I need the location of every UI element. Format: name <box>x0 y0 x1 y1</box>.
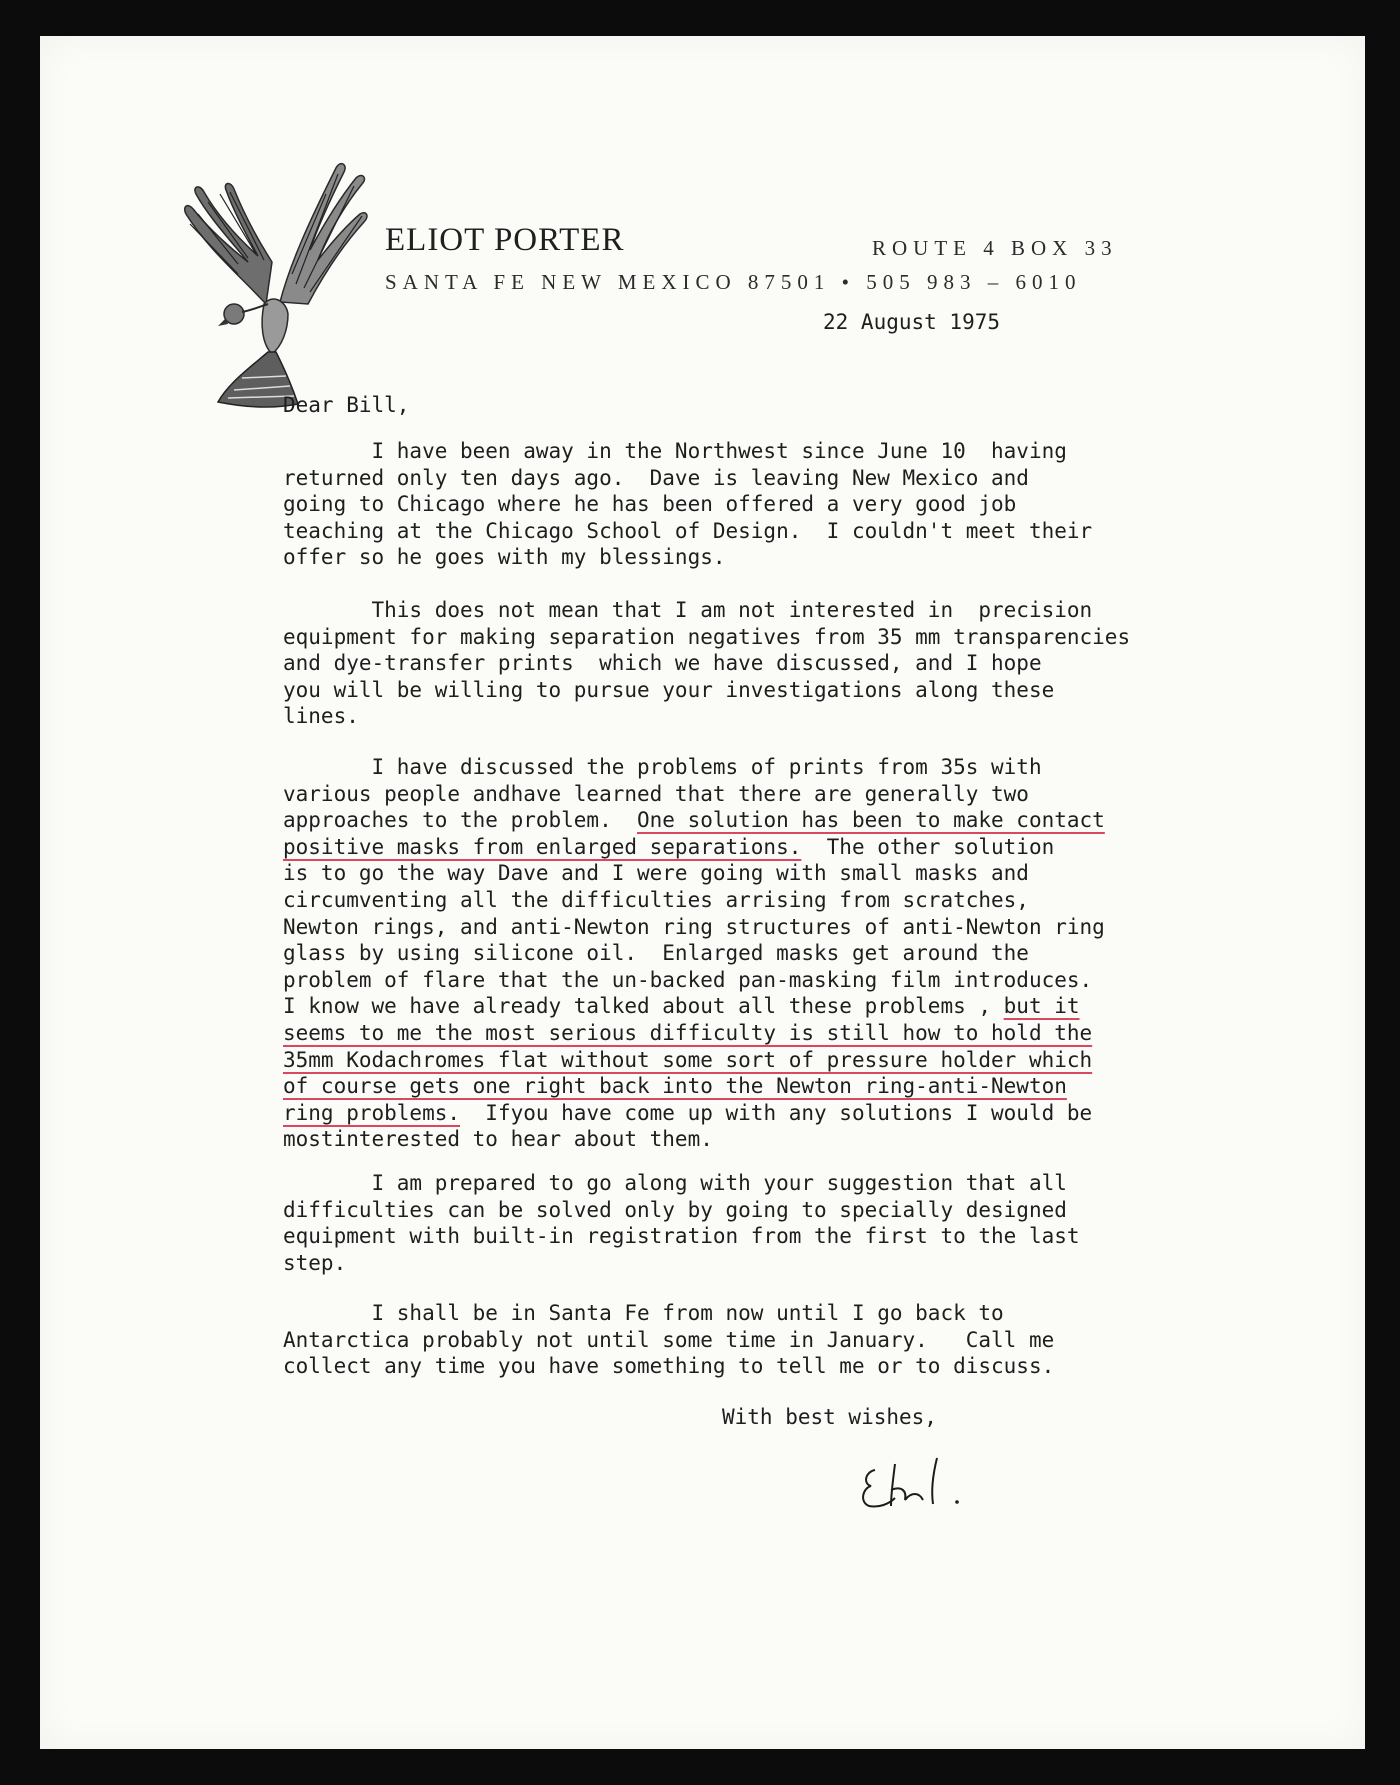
letterhead-address: ROUTE 4 BOX 33 <box>872 236 1118 260</box>
text-segment: Ifyou have come up with any solutions I would be <box>460 1100 1093 1125</box>
text-segment: collect any time you have something to tell me or to discuss. <box>283 1354 1055 1379</box>
text-line <box>283 1300 1054 1327</box>
text-segment: Newton rings, and anti-Newton ring structures of anti-Newton ring <box>283 914 1105 939</box>
text-line <box>283 807 1105 834</box>
text-line <box>283 1197 1080 1224</box>
hawk-icon <box>168 154 378 434</box>
text-line <box>283 1073 1105 1100</box>
letter-date: 22 August 1975 <box>823 310 1001 334</box>
text-segment: I am prepared to go along with your suggestion that all <box>283 1171 1067 1195</box>
text-line <box>283 1223 1080 1250</box>
text-segment: and dye-transfer prints which we have discussed, and I hope <box>283 651 1042 676</box>
body-paragraph <box>283 1170 1080 1276</box>
text-segment: I shall be in Santa Fe from now until I go back to <box>283 1301 1004 1325</box>
text-line <box>283 754 1105 781</box>
text-line <box>283 438 1092 465</box>
text-segment: step. <box>283 1250 347 1275</box>
text-segment: various people andhave learned that there are generally two <box>283 781 1029 806</box>
letterhead-city-phone: SANTA FE NEW MEXICO 87501 • 505 983 – 6010 <box>385 270 1082 294</box>
text-segment: approaches to the problem. <box>283 808 638 833</box>
text-line <box>283 887 1105 914</box>
text-line <box>283 518 1092 545</box>
text-line <box>283 677 1130 704</box>
text-segment: going to Chicago where he has been offered a very good job <box>283 492 1017 517</box>
text-segment: glass by using silicone oil. Enlarged masks get around the <box>283 941 1029 966</box>
underlined-text: ring problems. <box>283 1100 461 1125</box>
body-paragraph <box>283 597 1130 730</box>
text-segment: offer so he goes with my blessings. <box>283 545 726 570</box>
signature-icon <box>845 1450 995 1520</box>
letter-page <box>40 36 1365 1749</box>
text-segment: returned only ten days ago. Dave is leaving New Mexico and <box>283 465 1029 490</box>
text-segment: difficulties can be solved only by going to specially designed <box>283 1197 1067 1222</box>
text-line <box>283 1170 1080 1197</box>
text-segment: Antarctica probably not until some time in January. Call me <box>283 1327 1055 1352</box>
text-line <box>283 650 1130 677</box>
text-line <box>283 703 1130 730</box>
body-paragraph <box>283 1300 1054 1380</box>
text-segment: I have been away in the Northwest since June 10 having <box>283 439 1067 463</box>
text-segment: This does not mean that I am not interested in precision <box>283 598 1093 622</box>
text-segment: equipment with built-in registration from the first to the last <box>283 1224 1080 1249</box>
text-segment: I have discussed the problems of prints from 35s with <box>283 755 1042 779</box>
text-segment: is to go the way Dave and I were going with small masks and <box>283 861 1029 886</box>
underlined-text: positive masks from enlarged separations. <box>283 834 802 859</box>
text-line <box>283 1047 1105 1074</box>
underlined-text: 35mm Kodachromes flat without some sort of pressure holder which <box>283 1047 1093 1072</box>
text-line <box>283 834 1105 861</box>
underlined-text: but it <box>1003 994 1080 1019</box>
salutation: Dear Bill, <box>283 393 410 417</box>
letterhead-name: ELIOT PORTER <box>385 222 625 258</box>
text-segment: lines. <box>283 704 359 729</box>
text-line <box>283 544 1092 571</box>
closing: With best wishes, <box>722 1405 937 1429</box>
text-line <box>283 1327 1054 1354</box>
text-segment: circumventing all the difficulties arrising from scratches, <box>283 887 1029 912</box>
text-line <box>283 1100 1105 1127</box>
text-line <box>283 1353 1054 1380</box>
text-segment: you will be willing to pursue your investigations along these <box>283 677 1055 702</box>
text-segment: mostinterested to hear about them. <box>283 1127 713 1152</box>
underlined-text: One solution has been to make contact <box>637 808 1105 833</box>
text-line <box>283 1250 1080 1277</box>
text-line <box>283 624 1130 651</box>
body-paragraph <box>283 438 1092 571</box>
text-segment: problem of flare that the un-backed pan-masking film introduces. <box>283 967 1093 992</box>
text-line <box>283 1126 1105 1153</box>
text-line <box>283 940 1105 967</box>
text-segment: The other solution <box>801 834 1055 859</box>
text-segment: equipment for making separation negatives from 35 mm transparencies <box>283 624 1131 649</box>
text-line <box>283 465 1092 492</box>
text-line <box>283 597 1130 624</box>
body-paragraph <box>283 754 1105 1153</box>
text-line <box>283 967 1105 994</box>
text-line <box>283 914 1105 941</box>
text-line <box>283 781 1105 808</box>
text-segment: I know we have already talked about all these problems , <box>283 994 1004 1019</box>
text-line <box>283 491 1092 518</box>
text-line <box>283 993 1105 1020</box>
underlined-text: of course gets one right back into the Newton ring-anti-Newton <box>283 1074 1067 1099</box>
underlined-text: seems to me the most serious difficulty is still how to hold the <box>283 1020 1093 1045</box>
text-line <box>283 860 1105 887</box>
text-line <box>283 1020 1105 1047</box>
text-segment: teaching at the Chicago School of Design. I couldn't meet their <box>283 518 1093 543</box>
